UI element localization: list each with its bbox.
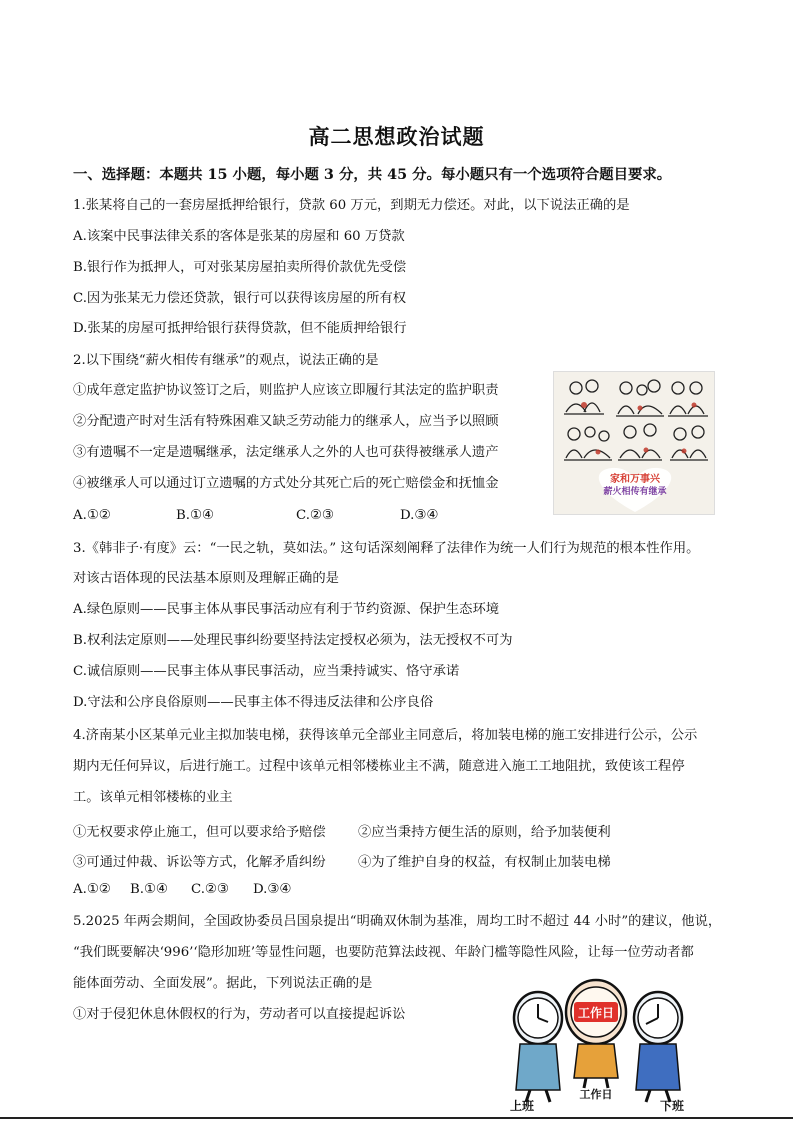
q5-stem-line2: “我们既要解决‘996’‘隐形加班’等显性问题，也要防范算法歧视、年龄门槛等隐性风险，让每一位劳动者都 xyxy=(73,945,694,960)
q2-option-d: D.③④ xyxy=(400,508,439,523)
workday-clocks-illustration xyxy=(500,972,698,1114)
q1-stem: 1.张某将自己的一套房屋抵押给银行，贷款 60 万元，到期无力偿还。对此，以下说法正确的是 xyxy=(73,198,630,213)
q2-option-a: A.①② xyxy=(73,508,111,523)
q5-statement-1: ①对于侵犯休息休假权的行为，劳动者可以直接提起诉讼 xyxy=(73,1007,406,1022)
q4-statement-3: ③可通过仲裁、诉讼等方式，化解矛盾纠纷 xyxy=(73,855,326,870)
q2-statement-4: ④被继承人可以通过订立遗嘱的方式处分其死亡后的死亡赔偿金和抚恤金 xyxy=(73,476,499,491)
q4-option-d: D.③④ xyxy=(253,882,292,897)
section-heading: 一、选择题：本题共 15 小题，每小题 3 分，共 45 分。每小题只有一个选项符合题目要求。 xyxy=(73,166,672,183)
figure-right-label: 下班 xyxy=(659,1099,685,1113)
q3-stem-line1: 3.《韩非子·有度》云：“一民之轨，莫如法。” 这句话深刻阐释了法律作为统一人们行为规范的根本性作用。 xyxy=(73,541,700,556)
q1-option-b: B.银行作为抵押人，可对张某房屋拍卖所得价款优先受偿 xyxy=(73,260,407,275)
inheritance-illustration xyxy=(553,371,715,515)
q2-statement-3: ③有遗嘱不一定是遗嘱继承，法定继承人之外的人也可获得被继承人遗产 xyxy=(73,445,499,460)
q4-statement-1: ①无权要求停止施工，但可以要求给予赔偿 xyxy=(73,825,326,840)
q4-stem-line1: 4.济南某小区某单元业主拟加装电梯，获得该单元全部业主同意后，将加装电梯的施工安排进行公示，公示 xyxy=(73,728,698,743)
figure-mid-label: 工作日 xyxy=(579,1088,613,1101)
q2-statement-2: ②分配遗产时对生活有特殊困难又缺乏劳动能力的继承人，应当予以照顾 xyxy=(73,414,499,429)
q4-statements-row2 xyxy=(73,851,713,869)
figure-caption-1: 家和万事兴 xyxy=(610,474,660,485)
q5-stem-line1: 5.2025 年两会期间，全国政协委员吕国泉提出“明确双休制为基准，周均工时不超过 44 小时”的建议，他说， xyxy=(73,914,722,929)
clock-characters-icon xyxy=(500,972,698,1114)
q4-option-a: A.①② xyxy=(73,882,111,897)
page-title: 高二思想政治试题 xyxy=(308,124,485,149)
q5-stem-line3: 能体面劳动、全面发展”。据此，下列说法正确的是 xyxy=(73,976,373,991)
q4-stem-line2: 期内无任何异议，后进行施工。过程中该单元相邻楼栋业主不满，随意进入施工工地阻扰，致使该工程停 xyxy=(73,759,685,774)
q2-stem: 2.以下围绕“薪火相传有继承”的观点，说法正确的是 xyxy=(73,353,379,368)
family-drawings-icon xyxy=(554,372,715,515)
q3-option-b: B.权利法定原则——处理民事纠纷要坚持法定授权必须为，法无授权不可为 xyxy=(73,633,513,648)
q4-options xyxy=(73,882,333,900)
q3-option-a: A.绿色原则——民事主体从事民事活动应有利于节约资源、保护生态环境 xyxy=(73,602,500,617)
q4-stem-line3: 工。该单元相邻楼栋的业主 xyxy=(73,790,233,805)
figure-center-label: 工作日 xyxy=(577,1006,615,1020)
q2-option-b: B.①④ xyxy=(176,508,214,523)
q1-option-d: D.张某的房屋可抵押给银行获得贷款，但不能质押给银行 xyxy=(73,321,407,336)
q4-statement-2: ②应当秉持方便生活的原则，给予加装便利 xyxy=(358,825,611,840)
page-bottom-rule xyxy=(0,1117,793,1119)
q4-statements-row1 xyxy=(73,821,713,839)
figure-caption-2: 薪火相传有继承 xyxy=(603,487,667,497)
q3-option-d: D.守法和公序良俗原则——民事主体不得违反法律和公序良俗 xyxy=(73,695,434,710)
q4-option-c: C.②③ xyxy=(191,882,229,897)
q2-option-c: C.②③ xyxy=(296,508,334,523)
figure-left-label: 上班 xyxy=(509,1099,535,1113)
q4-option-b: B.①④ xyxy=(130,882,168,897)
q1-option-c: C.因为张某无力偿还贷款，银行可以获得该房屋的所有权 xyxy=(73,291,407,306)
q1-option-a: A.该案中民事法律关系的客体是张某的房屋和 60 万贷款 xyxy=(73,229,405,244)
q4-statement-4: ④为了维护自身的权益，有权制止加装电梯 xyxy=(358,855,611,870)
q3-option-c: C.诚信原则——民事主体从事民事活动，应当秉持诚实、恪守承诺 xyxy=(73,664,460,679)
q2-options xyxy=(73,508,493,526)
q2-statement-1: ①成年意定监护协议签订之后，则监护人应该立即履行其法定的监护职责 xyxy=(73,383,499,398)
q3-stem-line2: 对该古语体现的民法基本原则及理解正确的是 xyxy=(73,571,339,586)
